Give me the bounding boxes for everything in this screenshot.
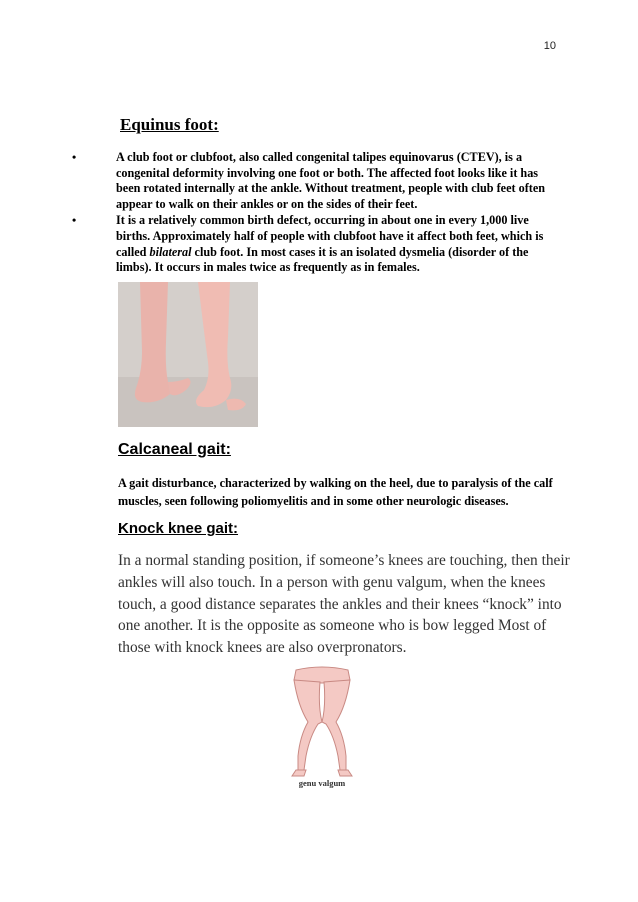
bullet-item-1 bbox=[70, 150, 562, 212]
calcaneal-description: A gait disturbance, characterized by walking on the heel, due to paralysis of the calf muscles, seen following poliomyelitis and in some other neurologic diseases. bbox=[118, 476, 553, 508]
heading-equinus-foot: Equinus foot: bbox=[120, 115, 219, 134]
heading-calcaneal-gait: Calcaneal gait: bbox=[118, 441, 231, 458]
bullet-dot: • bbox=[72, 213, 77, 228]
equinus-bullet-list bbox=[70, 150, 562, 277]
genu-valgum-figure bbox=[282, 666, 362, 788]
bullet-item-2 bbox=[70, 213, 562, 275]
bullet-dot: • bbox=[72, 150, 77, 164]
bullet-text: It is a relatively common birth defect, occurring in about one in every 1,000 live births. Approximately half of people with clubfoot have it affect both feet, which is called bilateral club foot. In most cases it is an isolated dysmelia (disorder of the limbs). It occurs in males twice as frequently as in females. bbox=[116, 213, 544, 275]
bilateral-emphasis: bilateral bbox=[149, 244, 192, 259]
page-number: 10 bbox=[543, 40, 556, 52]
heading-knock-knee-gait: Knock knee gait: bbox=[118, 520, 239, 537]
clubfoot-illustration bbox=[118, 282, 258, 427]
genu-valgum-illustration bbox=[282, 666, 362, 788]
knock-knee-description: In a normal standing position, if someone’s knees are touching, then their ankles will also touch. In a person with genu valgum, when the knees touch, a good distance separates the ankles and their knees “knock” into one another. It is the opposite as someone who is bow legged Most of those with knock knees are also overpronators. bbox=[118, 552, 570, 657]
figure-caption: genu valgum bbox=[298, 778, 346, 788]
bullet-text: A club foot or clubfoot, also called congenital talipes equinovarus (CTEV), is a congenital deformity involving one foot or both. The affected foot looks like it has been rotated internally at the ankle. Without treatment, people with club feet often appear to walk on their ankles or on the sides of their feet. bbox=[116, 150, 546, 211]
clubfoot-photo bbox=[118, 282, 258, 427]
